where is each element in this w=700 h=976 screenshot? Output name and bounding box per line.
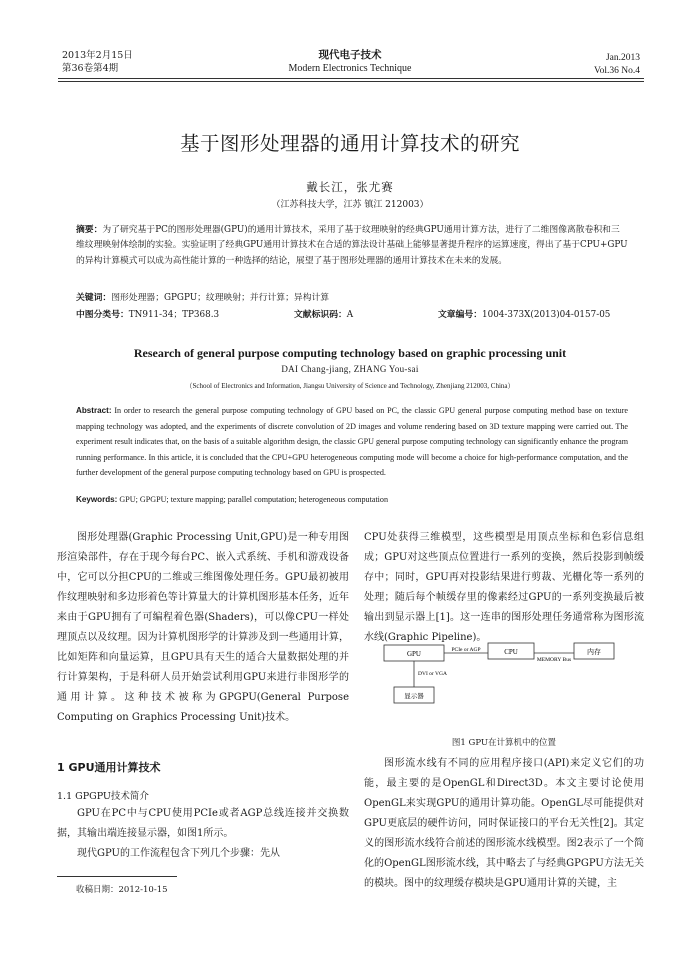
issue-volume-cn: 第36卷第4期 [62,63,119,74]
keywords-en-label: Keywords: [76,495,118,504]
left-column-continuation [57,804,349,864]
issue-month-en: Jan.2013 [605,53,640,63]
paper-affiliation: （江苏科技大学，江苏 镇江 212003） [271,200,429,210]
keywords-cn-label: 关键词： [76,293,112,303]
issue-volume-en: Vol.36 No.4 [593,66,640,76]
opengl-paragraph: 图形流水线有不同的应用程序接口(API)来定义它们的功能，最主要的是OpenGL和Direct3D。本文主要讨论使用OpenGL来实现GPU的通用计算功能。OpenGL尽可能提供对GPU更底层的硬件访问，同时保证接口的平台无关性[2]。其定义的图形流水线符合前述的图形流水线模型。图2表示了一个简化的OpenGL图形流水线，其中略去了与经典GPGPU方法无关的模块。图中的纹理缓存模块是GPU通用计算的关键，主 [364,758,644,889]
paragraph-gpu-connection: GPU在PC中与CPU使用PCIe或者AGP总线连接并交换数据，其输出端连接显示器，如图1所示。 [57,808,349,839]
header-rule-thin [58,81,644,82]
issue-date: 2013年2月15日 [62,50,133,61]
paragraph-gpu-workflow: 现代GPU的工作流程包含下列几个步骤：先从 [77,848,280,859]
figure-1-caption: 图1 GPU在计算机中的位置 [451,738,557,748]
abstract-en [76,403,628,481]
header-rule [58,78,644,79]
memory-box-label: 内存 [587,648,601,656]
document-code: 文献标识码：A [294,310,354,320]
header-right [594,52,640,78]
pcie-bus-label: PCIe or AGP [451,647,481,653]
journal-name-en: Modern Electronics Technique [288,63,412,74]
clc-number: 中图分类号：TN911-34；TP368.3 [76,310,220,320]
keywords-en [76,495,388,504]
display-box-label: 显示器 [404,692,424,700]
paper-title: 基于图形处理器的通用计算技术的研究 [179,132,520,155]
abstract-cn [76,223,628,269]
section-heading-1: 1 GPU通用计算技术 [57,761,161,774]
journal-name-cn: 现代电子技术 [318,49,382,61]
paper-authors-en: DAI Chang-jiang, ZHANG You-sai [281,364,419,374]
abstract-cn-label: 摘要： [76,225,103,235]
paper-title-en: Research of general purpose computing technology based on graphic processing unit [133,346,567,360]
keywords-cn-text: 图形处理器；GPGPU；纹理映射；并行计算；异构计算 [111,293,330,303]
footnote-rule [57,876,177,877]
intro-paragraph: 图形处理器(Graphic Processing Unit,GPU)是一种专用图形渲染部件，存在于现今每台PC、嵌入式系统、手机和游戏设备中，它可以分担CPU的二维或三维图像处理任务。GPU最初被用作纹理映射和多边形着色等计算量大的计算机图形基本任务，近年来由于GPU拥有了可编程着色器(Shaders)，可以像CPU一样处理顶点以及纹理。因为计算机图形学的计算涉及到一些通用计算，比如矩阵和向量运算，且GPU具有天生的适合大量数据处理的并行计算架构，于是科研人员开始尝试利用GPU来进行非图形学的通用计算。这种技术被称为GPGPU(General Purpose Computing on Graphics Processing Unit)技术。 [57,532,349,723]
paper-affiliation-en: （School of Electronics and Information, Jiangsu University of Science and Technology, Zhenjiang 212003, China） [185,382,515,390]
keywords-en-text: GPU; GPGPU; texture mapping; parallel computation; heterogeneous computation [117,495,389,504]
memory-bus-label: MEMORY Bus [536,657,572,663]
pipeline-paragraph: CPU处获得三维模型，这些模型是用顶点坐标和色彩信息组成；GPU对这些顶点位置进行一系列的变换，然后投影到帧缓存中；同时，GPU再对投影结果进行剪裁、光栅化等一系列的处理；随后每个帧缓存里的像素经过GPU的一系列变换最后被输出到显示器上[1]。这一连串的图形处理任务通常称为图形流水线(Graphic Pipeline)。 [364,532,644,643]
cpu-box-label: CPU [504,648,518,656]
subsection-heading-1-1: 1.1 GPGPU技术简介 [57,791,149,802]
figure-1-diagram [378,639,618,727]
paper-authors: 戴长江，张尤赛 [306,180,394,194]
dvi-label: DVI or VGA [418,671,447,677]
abstract-en-label: Abstract: [76,406,112,415]
article-number: 文章编号：1004-373X(2013)04-0157-05 [438,310,611,320]
keywords-cn [76,290,329,303]
abstract-cn-text: 为了研究基于PC的图形处理器(GPU)的通用计算技术，采用了基于纹理映射的经典GPU通用计算方法，进行了二维图像离散卷积和三维纹理映射体绘制的实验。实验证明了经典GPU通用计算技术在合适的算法设计基础上能够显著提升程序的运算速度，得出了基于CPU+GPU的异构计算模式可以成为高性能计算的一种选择的结论，展望了基于图形处理器的通用计算技术在未来的发展。 [76,225,628,266]
abstract-en-text: In order to research the general purpose computing technology of GPU based on PC, the classic GPU general purpose computing method base on texture mapping technology was adopted, and the experiments of discrete convolution of 2D images and volume rendering based on 3D texture mapping were carried out. The experiment result indicates that, on the basis of a suitable algorithm design, the classic GPU general purpose computing technology can significantly enhance the program running performance. In this article, it is concluded that the CPU+GPU heterogeneous computing mode will become a choice for high-performance computation, and the further development of the general purpose computing technology based on GPU is prospected. [76,406,628,478]
gpu-box-label: GPU [406,650,422,658]
received-date-footnote: 收稿日期：2012-10-15 [76,885,168,895]
